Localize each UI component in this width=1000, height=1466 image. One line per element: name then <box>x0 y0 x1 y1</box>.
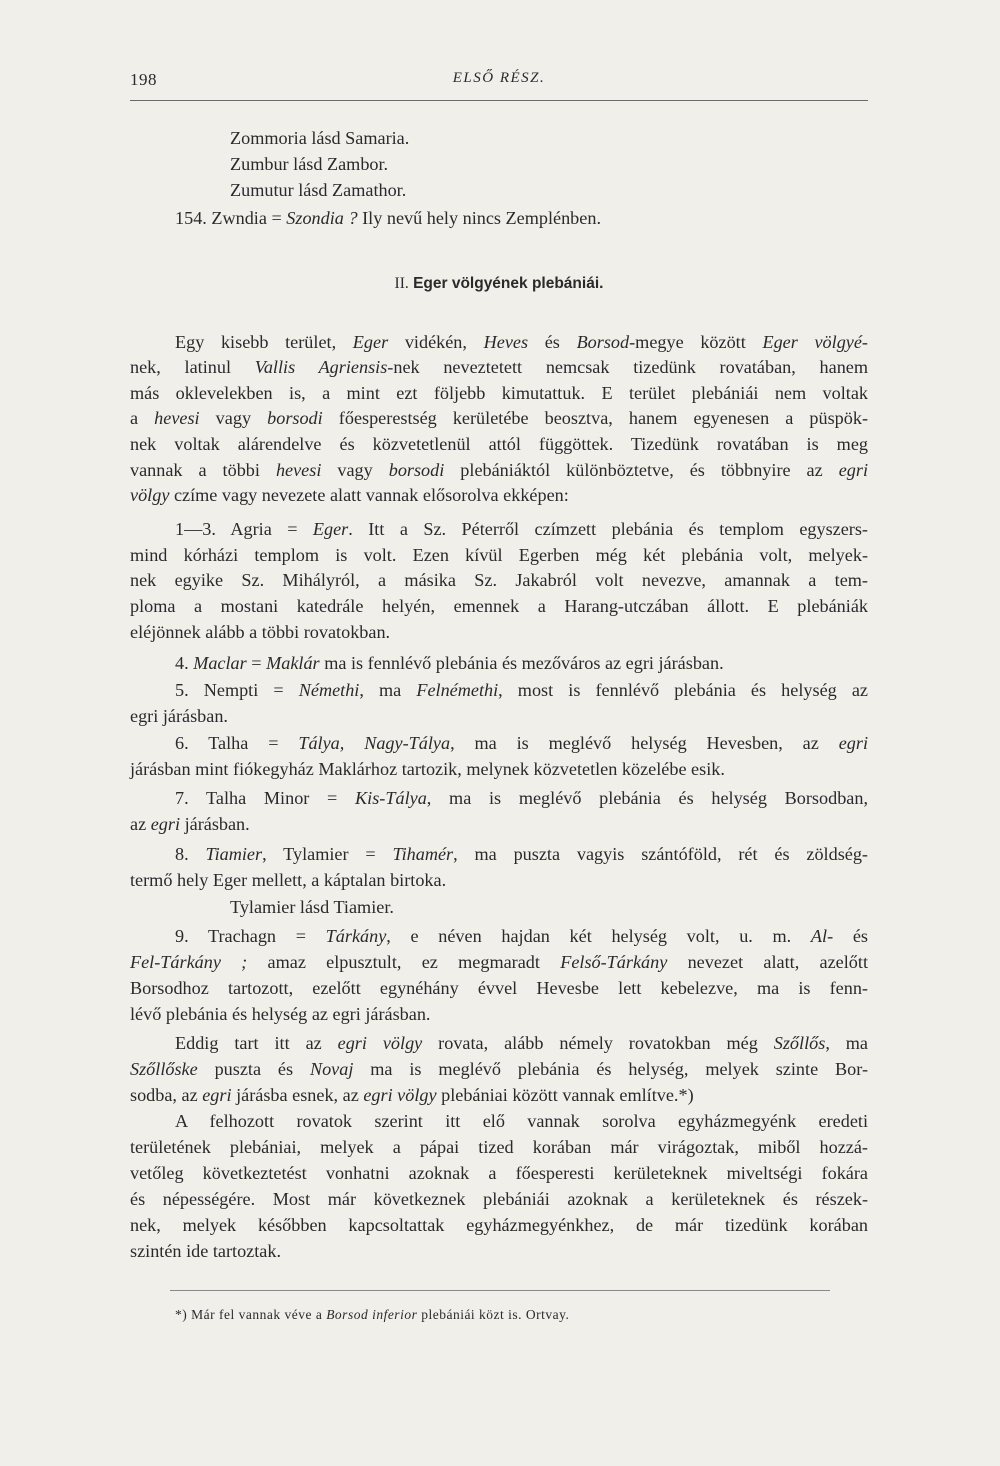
text-line: egri járásban. <box>130 706 228 726</box>
text-line: sodba, az egri járásba esnek, az egri völgy plebániai között vannak említve.*) <box>130 1085 694 1105</box>
text-line: 8. Tiamier, Tylamier = Tihamér, ma puszta vagyis szántóföld, rét és zöldség- <box>175 844 868 864</box>
text-line: Egy kisebb terület, Eger vidékén, Heves és Borsod-megye között Eger völgyé- <box>175 332 868 352</box>
text-line: A felhozott rovatok szerint itt elő vannak sorolva egyházmegyénk eredeti <box>175 1111 868 1131</box>
index-entry: Zumutur lásd Zamathor. <box>230 180 407 200</box>
text-line: nek, latinul Vallis Agriensis-nek neveztetett nemcsak tizedünk rovatában, hanem <box>130 357 869 377</box>
text-line: szintén ide tartoztak. <box>130 1241 281 1261</box>
text-line: Fel-Tárkány ; amaz elpusztult, ez megmaradt Felső-Tárkány nevezet alatt, azelőtt <box>130 952 868 972</box>
text-line: a hevesi vagy borsodi főesperestség kerületébe beosztva, hanem egyenesen a püspök- <box>130 408 869 428</box>
text-line: nek voltak alárendelve és közvetetlenül attól függöttek. Tizedünk rovatában is meg <box>130 434 868 454</box>
text-line: járásban mint fiókegyház Maklárhoz tartozik, melynek közvetetlen közelébe esik. <box>130 759 725 779</box>
index-entry: Zommoria lásd Samaria. <box>230 128 410 148</box>
text-line: vetőleg következtetést vonhatni azoknak a főesperesti kerületeknek miveltségi fokára <box>130 1163 868 1183</box>
text-line: Eddig tart itt az egri völgy rovata, alább némely rovatokban még Szőllős, ma <box>175 1033 868 1053</box>
section-heading <box>130 275 868 293</box>
index-entry-154: 154. Zwndia = Szondia ? Ily nevű hely nincs Zemplénben. <box>175 208 601 228</box>
text-line: mind kórházi templom is volt. Ezen kívül Egerben még két plebánia volt, melyek- <box>130 545 868 565</box>
text-line: 5. Nempti = Némethi, ma Felnémethi, most is fennlévő plebánia és helység az <box>175 680 868 700</box>
text-line: völgy czíme vagy nevezete alatt vannak elősorolva ekképen: <box>130 485 569 505</box>
text-line: más oklevelekben is, a mint ezt följebb kimutattuk. E terület plebániái nem voltak <box>130 383 868 403</box>
text-line: nek egyike Sz. Mihályról, a másika Sz. Jakabról volt nevezve, amannak a tem- <box>130 570 868 590</box>
text-line: 6. Talha = Tálya, Nagy-Tálya, ma is meglévő helység Hevesben, az egri <box>175 733 869 753</box>
text-line: 9. Trachagn = Tárkány, e néven hajdan két helység volt, u. m. Al- és <box>175 926 868 946</box>
header-divider <box>130 100 868 101</box>
text-line: 1—3. Agria = Eger. Itt a Sz. Péterről czímzett plebánia és templom egyszers- <box>175 519 868 539</box>
text-line: Szőllőske puszta és Novaj ma is meglévő plebánia és helység, melyek szinte Bor- <box>130 1059 868 1079</box>
text-line: 7. Talha Minor = Kis-Tálya, ma is meglévő plebánia és helység Borsodban, <box>175 788 868 808</box>
text-line: vannak a többi hevesi vagy borsodi plebániáktól különböztetve, és többnyire az egri <box>130 460 869 480</box>
index-entry: Zumbur lásd Zambor. <box>230 154 389 174</box>
text-line: lévő plebánia és helység az egri járásban. <box>130 1004 431 1024</box>
text-line: ploma a mostani katedrále helyén, emennek a Harang-utczában állott. E plebániák <box>130 596 868 616</box>
page-number: 198 <box>130 70 157 89</box>
text-line: nek, melyek későbben kapcsoltattak egyházmegyénkhez, de már tizedünk korában <box>130 1215 868 1235</box>
footnote-divider <box>170 1290 830 1291</box>
footnote: *) Már fel vannak véve a Borsod inferior plebániái közt is. Ortvay. <box>175 1307 570 1322</box>
running-title: ELSŐ RÉSZ. <box>452 70 546 86</box>
text-line: Tylamier lásd Tiamier. <box>230 897 394 917</box>
section-title: Eger völgyének plebániái. <box>413 275 604 292</box>
text-line: területének plebániai, melyek a pápai tized korában már virágoztak, miből hozzá- <box>130 1137 868 1157</box>
page-header <box>130 70 868 98</box>
text-line: termő hely Eger mellett, a káptalan birtoka. <box>130 870 447 890</box>
text-line: az egri járásban. <box>130 814 250 834</box>
text-line: Borsodhoz tartozott, ezelőtt egynéhány évvel Hevesbe lett kebelezve, ma is fenn- <box>130 978 868 998</box>
text-line: és népességére. Most már következnek plebániái azoknak a kerületeknek és részek- <box>130 1189 868 1209</box>
text-line: eléjönnek alább a többi rovatokban. <box>130 622 391 642</box>
text-line: 4. Maclar = Maklár ma is fennlévő plebánia és mezőváros az egri járásban. <box>175 653 724 673</box>
section-number: II. <box>394 275 409 292</box>
